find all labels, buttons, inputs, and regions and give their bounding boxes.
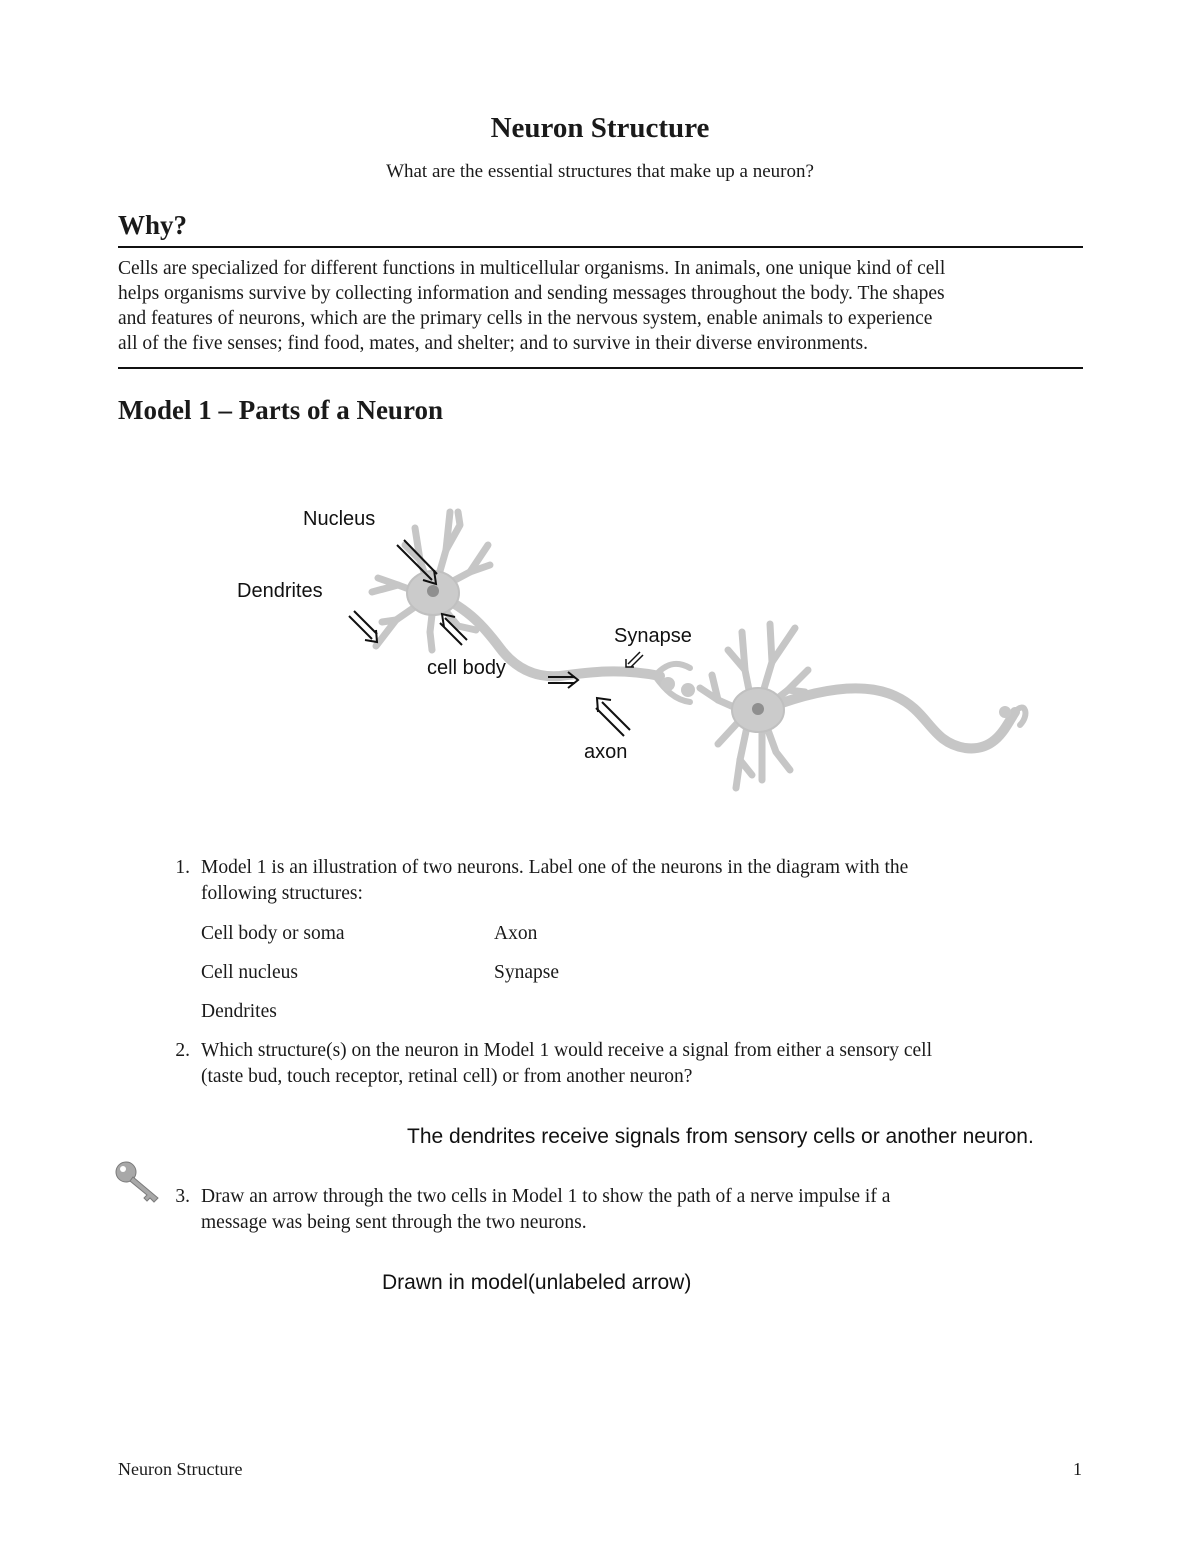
term-cell-body: Cell body or soma [201, 923, 345, 944]
question-3-number: 3. [175, 1186, 190, 1207]
why-line: all of the five senses; find food, mates, and shelter; and to survive in their diverse environments. [118, 333, 869, 354]
synapse-label: Synapse [614, 625, 692, 647]
question-line: Model 1 is an illustration of two neurons. Label one of the neurons in the diagram with the [201, 857, 909, 878]
model-heading: Model 1 – Parts of a Neuron [118, 395, 443, 425]
axon-label: axon [584, 741, 628, 763]
dendrites-arrow [349, 611, 377, 642]
term-axon: Axon [494, 923, 538, 944]
why-heading: Why? [118, 210, 188, 240]
nucleus-label: Nucleus [303, 508, 376, 530]
neuron-1 [372, 512, 695, 702]
question-line: Which structure(s) on the neuron in Model 1 would receive a signal from either a sensory cell [201, 1040, 933, 1061]
question-line: following structures: [201, 883, 363, 904]
question-1-number: 1. [175, 857, 190, 878]
dendrites-label: Dendrites [237, 580, 323, 602]
page-title: Neuron Structure [490, 112, 710, 144]
neuron-2-axon [768, 688, 1015, 748]
page-number: 1 [1073, 1459, 1082, 1479]
term-cell-nucleus: Cell nucleus [201, 962, 298, 983]
why-line: Cells are specialized for different functions in multicellular organisms. In animals, one unique kind of cell [118, 258, 946, 279]
term-dendrites: Dendrites [201, 1001, 277, 1022]
question-line: Draw an arrow through the two cells in Model 1 to show the path of a nerve impulse if a [201, 1186, 891, 1207]
key-icon [114, 1160, 164, 1206]
term-synapse: Synapse [494, 962, 559, 983]
footer-title: Neuron Structure [118, 1459, 243, 1479]
neuron-2-nucleus [752, 703, 764, 715]
question-3-answer: Drawn in model(unlabeled arrow) [382, 1271, 692, 1294]
synapse-arrow [626, 652, 643, 667]
cell-body-label: cell body [427, 657, 506, 679]
question-3-text [201, 1184, 1101, 1236]
why-line: helps organisms survive by collecting information and sending messages throughout the body. The shapes [118, 283, 945, 304]
question-2-answer: The dendrites receive signals from sensory cells or another neuron. [407, 1125, 1034, 1148]
question-line: message was being sent through the two neurons. [201, 1212, 587, 1233]
page-subtitle: What are the essential structures that make up a neuron? [386, 161, 814, 182]
synapse-terminals [655, 664, 695, 702]
why-line: and features of neurons, which are the primary cells in the nervous system, enable animals to experience [118, 308, 933, 329]
question-1-text [201, 855, 1101, 907]
neuron-2 [700, 624, 1025, 788]
question-2-number: 2. [175, 1040, 190, 1061]
question-2-text [201, 1038, 1101, 1090]
question-line: (taste bud, touch receptor, retinal cell) or from another neuron? [201, 1066, 693, 1087]
neuron-1-nucleus [427, 585, 439, 597]
axon-arrow [596, 698, 630, 736]
